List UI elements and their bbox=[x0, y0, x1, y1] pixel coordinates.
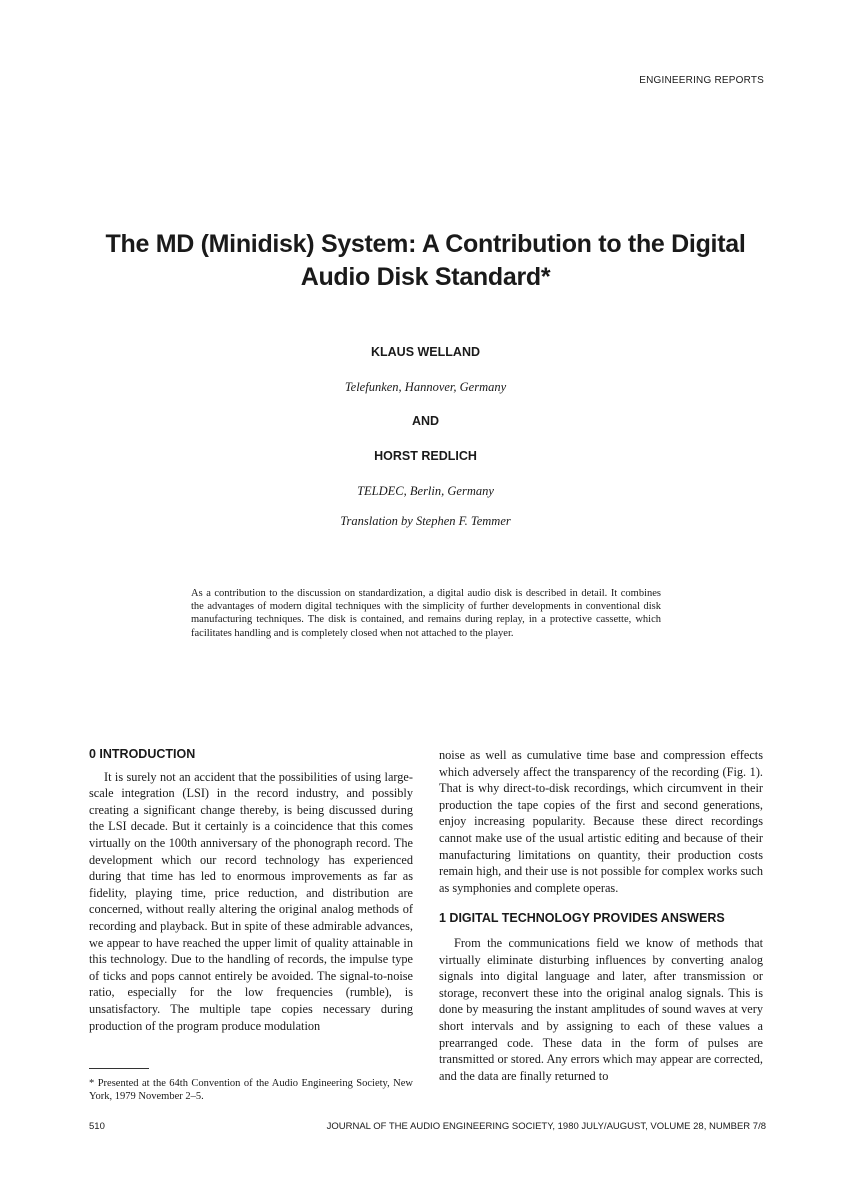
footnote-rule bbox=[89, 1068, 149, 1069]
section-1-paragraph: From the communications field we know of methods that virtually eliminate disturbing influences by converting analog signals into digital language and later, after transmission or storage, reconvert these into the original analog signals. This is done by measuring the instant amplitudes of sound waves at very short intervals and by assigning to each of these values a prearranged code. These data in the form of pulses are transmitted or stored. Any errors which may appear are corrected, and the data are finally returned to bbox=[439, 935, 763, 1083]
journal-footer: JOURNAL OF THE AUDIO ENGINEERING SOCIETY, 1980 JULY/AUGUST, VOLUME 28, NUMBER 7/8 bbox=[326, 1121, 766, 1132]
author-1: KLAUS WELLAND bbox=[370, 345, 480, 359]
right-column bbox=[439, 747, 763, 1084]
paper-title bbox=[60, 228, 791, 294]
section-0-paragraph: It is surely not an accident that the possibilities of using large-scale integration (LSI) in the record industry, and possibly creating a significant change thereby, is being discussed during the LSI decade. But it certainly is a coincidence that this comes virtually on the 100th anniversary of the phonograph record. The development which our record technology has experienced during that time has led to enormous improvements as far as fidelity, playing time, price reduction, and distribution are concerned, without really altering the original analog methods of recording and playback. But in spite of these admirable advances, we appear to have reached the upper limit of quality attainable in this technology. Due to the handling of records, the impulse type of ticks and pops cannot entirely be avoided. The signal-to-noise ratio, especially for the low frequencies (rumble), is unsatisfactory. The multiple tape copies necessary during production of the program produce modulation bbox=[89, 769, 413, 1033]
affiliation-1: Telefunken, Hannover, Germany bbox=[344, 380, 507, 394]
section-0-heading: 0 INTRODUCTION bbox=[89, 747, 196, 761]
page-number: 510 bbox=[89, 1121, 105, 1132]
author-conjunction: AND bbox=[411, 414, 440, 428]
section-1-heading: 1 DIGITAL TECHNOLOGY PROVIDES ANSWERS bbox=[439, 911, 725, 926]
section-label: ENGINEERING REPORTS bbox=[639, 75, 764, 86]
title-line-1: The MD (Minidisk) System: A Contribution to the Digital bbox=[105, 230, 746, 258]
left-column bbox=[89, 746, 413, 1034]
title-line-2: Audio Disk Standard* bbox=[300, 263, 551, 291]
section-0-continuation: noise as well as cumulative time base and compression effects which adversely affect the transparency of the recording (Fig. 1). That is why direct-to-disk recordings, which circumvent in their production the tape copies of the first and second generations, enjoy increasing popularity. Because these direct recordings cannot make use of the usual artistic editing and because of their manufacturing limitations on quantity, their production costs remain high, and their use is not possible for complex works such as symphonies and complete operas. bbox=[439, 748, 763, 895]
author-2: HORST REDLICH bbox=[374, 449, 477, 463]
footnote: * Presented at the 64th Convention of the Audio Engineering Society, New York, 1979 November 2–5. bbox=[89, 1078, 413, 1102]
translator-credit: Translation by Stephen F. Temmer bbox=[340, 514, 511, 528]
affiliation-2: TELDEC, Berlin, Germany bbox=[357, 484, 494, 498]
abstract: As a contribution to the discussion on standardization, a digital audio disk is described in detail. It combines the advantages of modern digital techniques with the simplicity of further developments in conventional disk manufacturing techniques. The disk is contained, and remains during replay, in a protective cassette, which facilitates handling and is completely closed when not attached to the player. bbox=[191, 588, 661, 639]
